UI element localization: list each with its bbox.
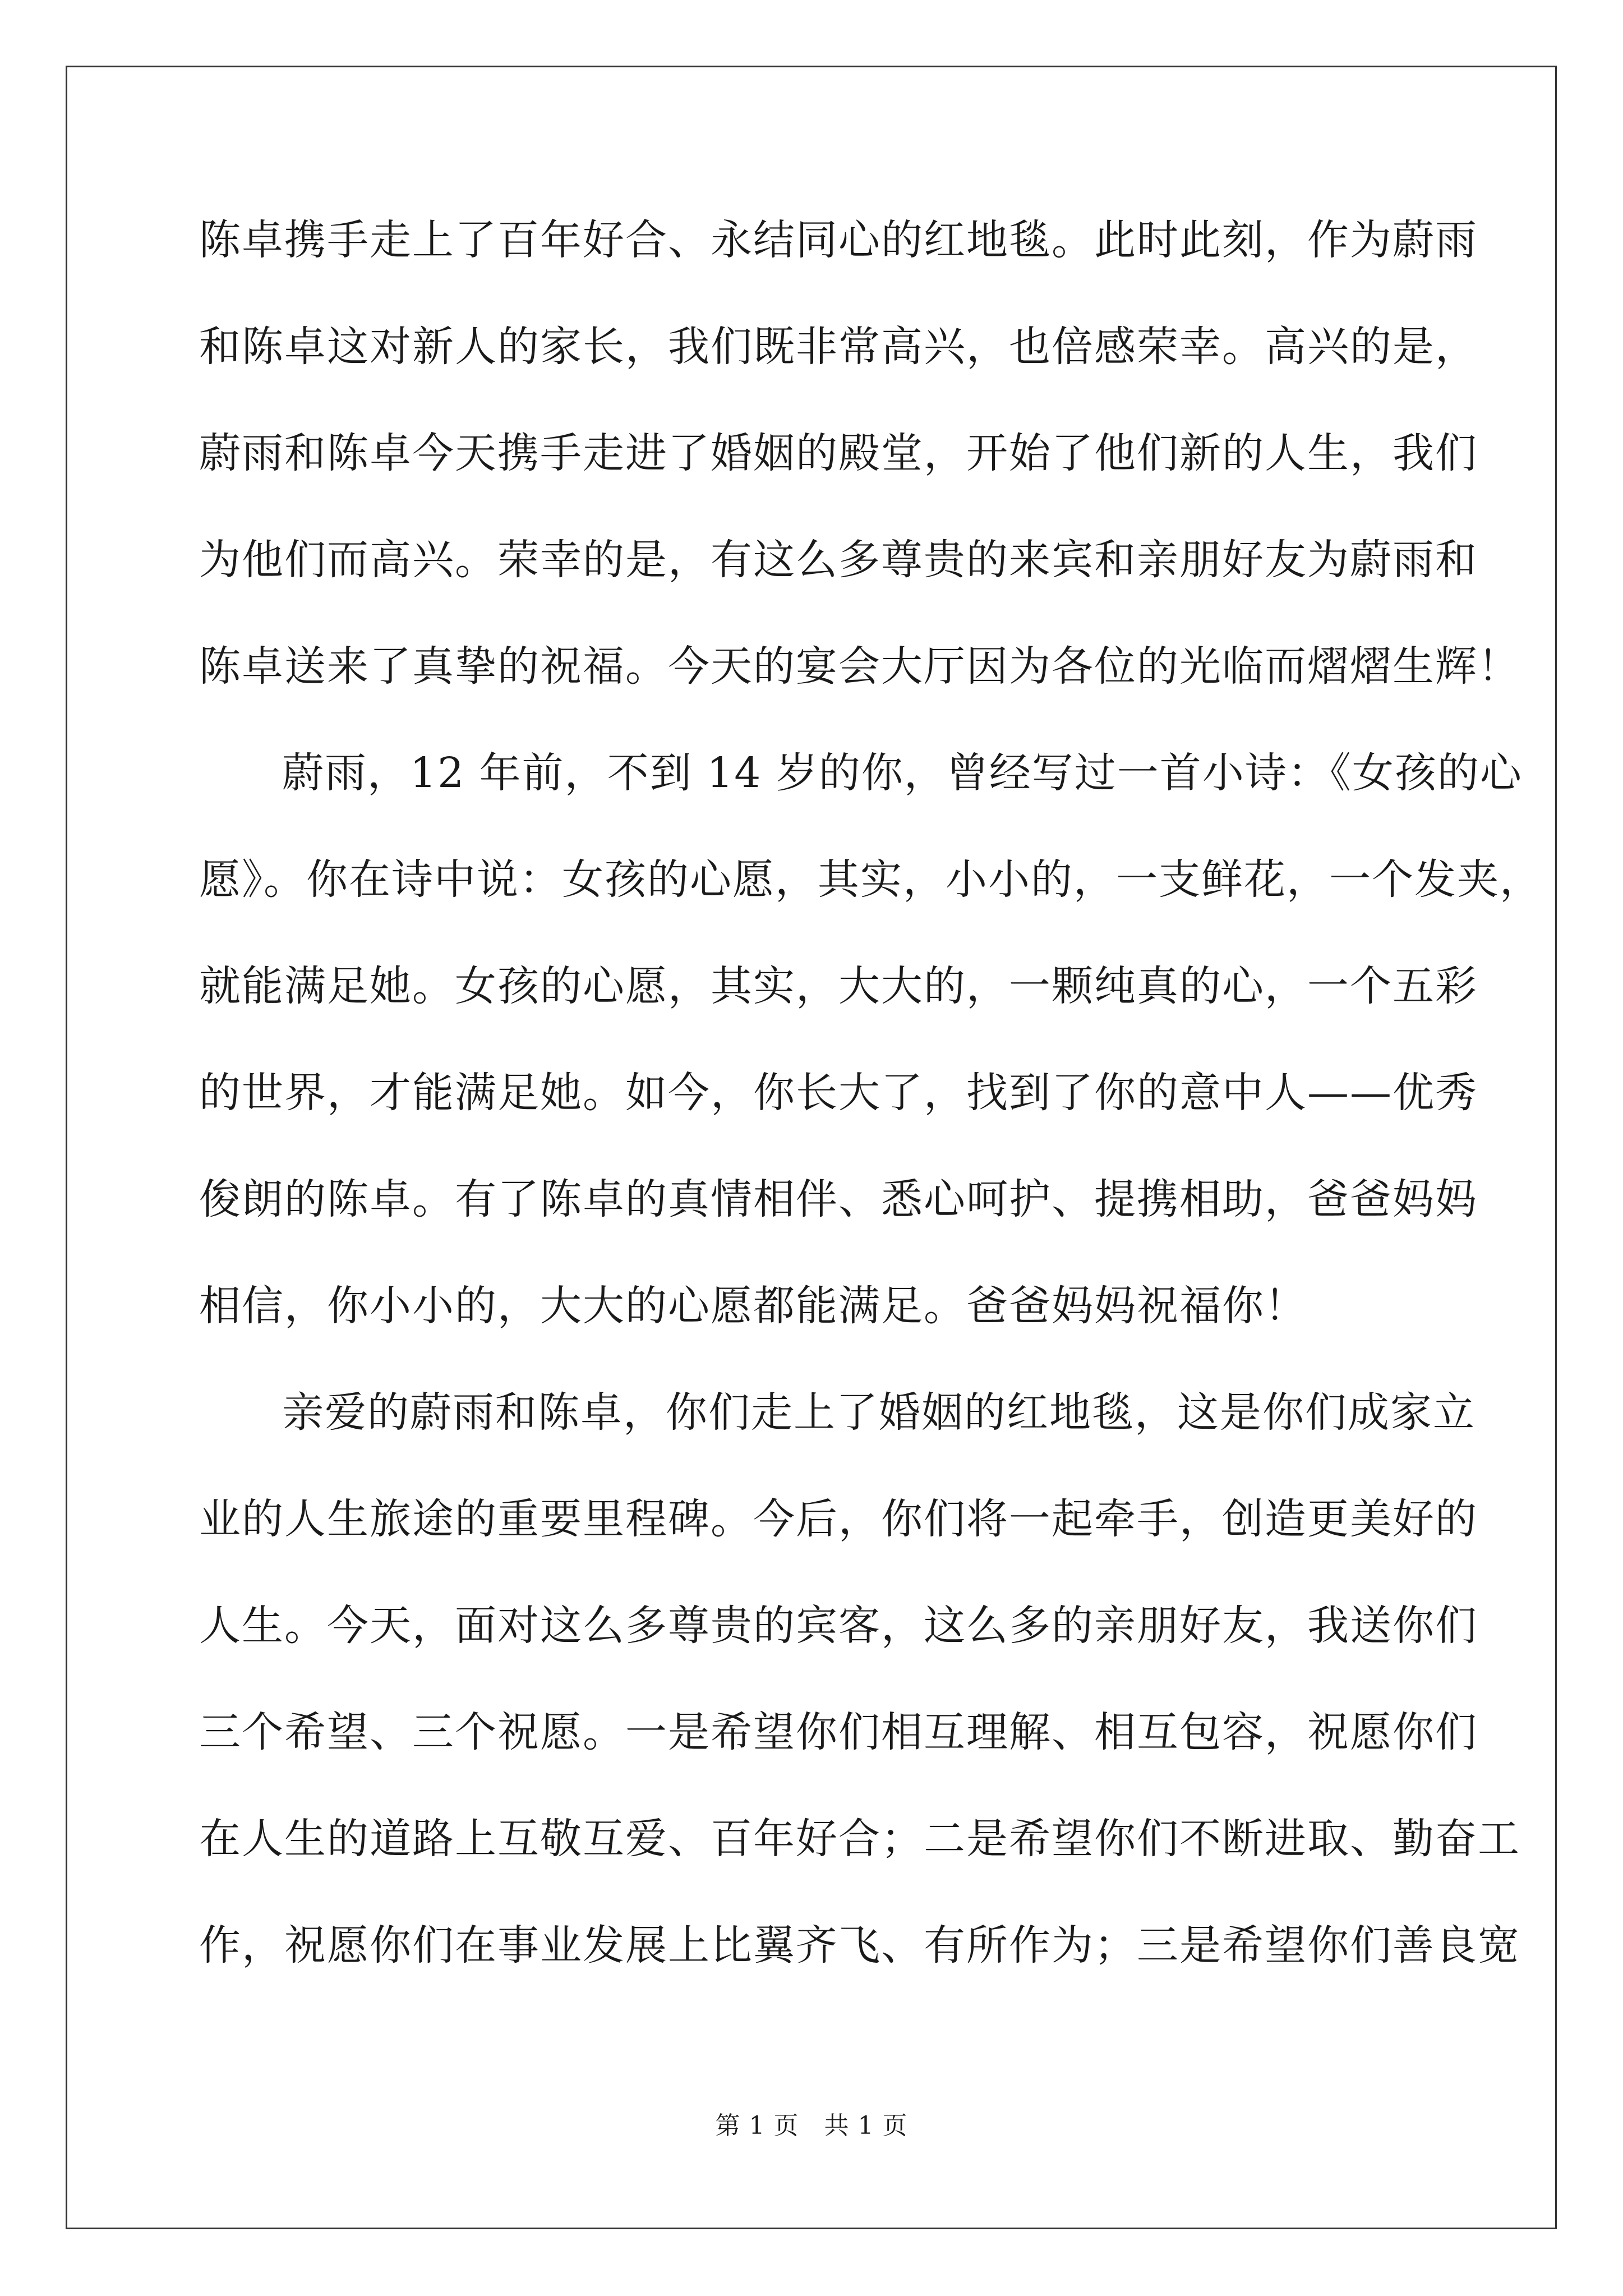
page-footer: 第 1 页 共 1 页 <box>715 2111 908 2140</box>
text-line: 业的人生旅途的重要里程碑。今后，你们将一起牵手，创造更美好的 <box>199 1495 1478 1543</box>
text-line: 人生。今天，面对这么多尊贵的宾客，这么多的亲朋好友，我送你们 <box>199 1602 1478 1650</box>
text-line: 蔚雨，12 年前，不到 14 岁的你，曾经写过一首小诗：《女孩的心 <box>282 749 1523 797</box>
text-line: 三个希望、三个祝愿。一是希望你们相互理解、相互包容，祝愿你们 <box>199 1708 1478 1756</box>
text-line: 蔚雨和陈卓今天携手走进了婚姻的殿堂，开始了他们新的人生，我们 <box>199 429 1478 477</box>
text-line: 陈卓携手走上了百年好合、永结同心的红地毯。此时此刻，作为蔚雨 <box>199 216 1478 264</box>
document-body <box>199 213 1542 2025</box>
text-line: 亲爱的蔚雨和陈卓，你们走上了婚姻的红地毯，这是你们成家立 <box>282 1388 1476 1437</box>
text-line: 和陈卓这对新人的家长，我们既非常高兴，也倍感荣幸。高兴的是， <box>199 323 1478 371</box>
text-line: 相信，你小小的，大大的心愿都能满足。爸爸妈妈祝福你！ <box>199 1282 1307 1330</box>
text-line: 愿》。你在诗中说：女孩的心愿，其实，小小的，一支鲜花，一个发夹， <box>199 855 1542 904</box>
text-line: 为他们而高兴。荣幸的是，有这么多尊贵的来宾和亲朋好友为蔚雨和 <box>199 536 1478 584</box>
text-line: 就能满足她。女孩的心愿，其实，大大的，一颗纯真的心，一个五彩 <box>199 962 1478 1010</box>
text-line: 俊朗的陈卓。有了陈卓的真情相伴、悉心呵护、提携相助，爸爸妈妈 <box>199 1175 1478 1223</box>
text-line: 在人生的道路上互敬互爱、百年好合；二是希望你们不断进取、勤奋工 <box>199 1815 1520 1863</box>
text-line: 作，祝愿你们在事业发展上比翼齐飞、有所作为；三是希望你们善良宽 <box>199 1921 1520 1970</box>
text-line: 的世界，才能满足她。如今，你长大了，找到了你的意中人——优秀 <box>199 1069 1478 1117</box>
text-line: 陈卓送来了真挚的祝福。今天的宴会大厅因为各位的光临而熠熠生辉！ <box>199 642 1520 691</box>
